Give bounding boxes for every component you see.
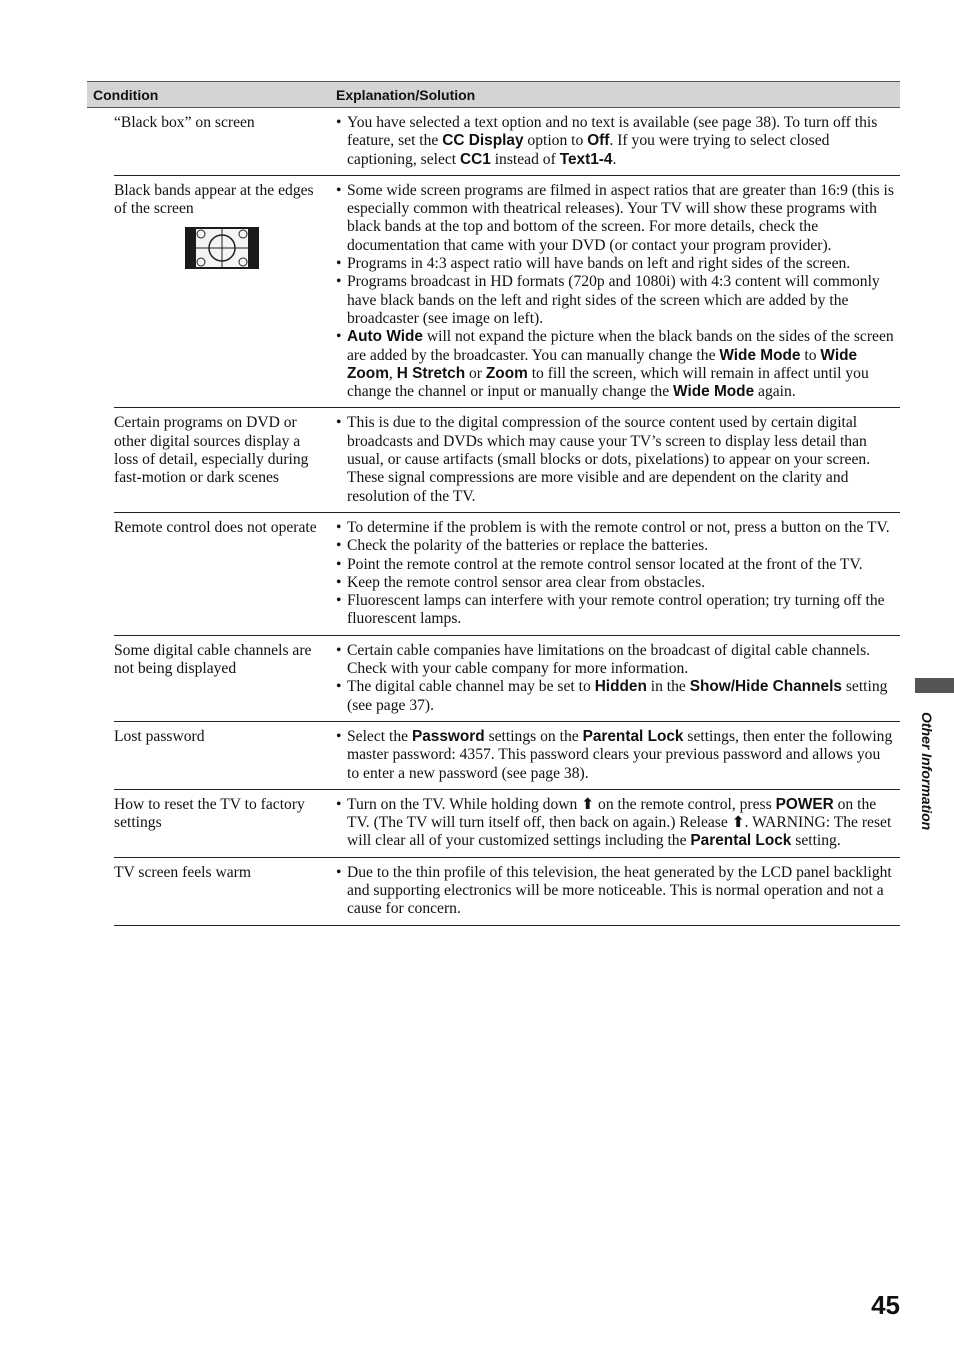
bullet-text bbox=[347, 592, 896, 629]
bullet-item bbox=[336, 519, 896, 537]
text-run: in the bbox=[646, 678, 690, 696]
setting-name: ⬆ bbox=[581, 795, 595, 813]
bullet-dot: • bbox=[336, 328, 342, 346]
table-row bbox=[114, 176, 900, 409]
text-run: To determine if the problem is with the remote control or not, press a button on the TV. bbox=[347, 518, 890, 536]
explanation-cell bbox=[336, 519, 900, 629]
bullet-dot: • bbox=[336, 555, 342, 573]
bullet-dot: • bbox=[336, 181, 342, 199]
setting-name: Wide Mode bbox=[719, 346, 801, 364]
text-run: to fill the screen, which will remain in affect until you change the channel or input or manually change the bbox=[347, 364, 869, 401]
bullet-item bbox=[336, 864, 896, 919]
header-explanation: Explanation/Solution bbox=[336, 86, 476, 103]
text-run: The digital cable channel may be set to bbox=[347, 678, 595, 696]
condition-cell bbox=[114, 519, 336, 629]
bullet-item bbox=[336, 182, 896, 255]
bullet-text bbox=[347, 864, 896, 919]
bullet-text bbox=[347, 678, 896, 715]
condition-text: Black bands appear at the edges of the screen bbox=[114, 181, 314, 218]
table-row bbox=[114, 636, 900, 722]
explanation-cell bbox=[336, 864, 900, 919]
text-run: . If you were trying to select closed captioning, select bbox=[347, 132, 830, 168]
setting-name: Text1-4 bbox=[559, 150, 613, 168]
bullet-dot: • bbox=[336, 414, 342, 432]
bullet-item bbox=[336, 592, 896, 629]
setting-name: H Stretch bbox=[396, 364, 466, 382]
setting-name: Parental Lock bbox=[690, 832, 792, 850]
setting-name: Zoom bbox=[485, 364, 528, 382]
setting-name: CC Display bbox=[442, 132, 524, 150]
table-row bbox=[114, 790, 900, 858]
bullet-item bbox=[336, 728, 896, 783]
setting-name: Show/Hide Channels bbox=[689, 678, 842, 696]
bullet-dot: • bbox=[336, 795, 342, 813]
bullet-text bbox=[347, 796, 896, 851]
condition-cell bbox=[114, 864, 336, 919]
text-run: Programs in 4:3 aspect ratio will have bands on left and right sides of the screen. bbox=[347, 255, 851, 273]
condition-text: Certain programs on DVD or other digital sources display a loss of detail, especially during fast-motion or dark scenes bbox=[114, 414, 309, 487]
bullet-text bbox=[347, 114, 896, 169]
bullet-item bbox=[336, 796, 896, 851]
table-row bbox=[114, 722, 900, 790]
bullet-text bbox=[347, 556, 896, 574]
text-run: . WARNING: The reset will clear all of your customized settings including the bbox=[347, 814, 892, 850]
bullet-item bbox=[336, 273, 896, 328]
text-run: Due to the thin profile of this television, the heat generated by the LCD panel backlight and supporting electronics will be more noticeable. This is normal operation and not a cause for concern. bbox=[347, 863, 892, 918]
condition-cell bbox=[114, 114, 336, 169]
bullet-item bbox=[336, 328, 896, 401]
text-run: Programs broadcast in HD formats (720p and 1080i) with 4:3 content will commonly have black bands on the left and right sides of the screen which are added by the broadcaster (see image on left). bbox=[347, 273, 880, 327]
page-number: 45 bbox=[871, 1290, 900, 1320]
bullet-item bbox=[336, 114, 896, 169]
bullet-item bbox=[336, 537, 896, 555]
bullet-text bbox=[347, 728, 896, 783]
condition-text: TV screen feels warm bbox=[114, 863, 251, 881]
setting-name: POWER bbox=[775, 795, 834, 813]
setting-name: ⬆ bbox=[731, 814, 745, 832]
text-run: on the TV. (The TV will turn itself off, then back on again.) Release bbox=[347, 795, 877, 832]
text-run: Keep the remote control sensor area clear from obstacles. bbox=[347, 573, 706, 591]
condition-text: Lost password bbox=[114, 727, 205, 745]
bullet-text bbox=[347, 273, 896, 328]
explanation-cell bbox=[336, 114, 900, 169]
condition-cell bbox=[114, 414, 336, 505]
text-run: settings on the bbox=[484, 727, 583, 745]
bullet-item bbox=[336, 642, 896, 679]
text-run: You have selected a text option and no text is available (see page 38). To turn off this feature, set the bbox=[347, 114, 878, 150]
explanation-cell bbox=[336, 182, 900, 402]
condition-cell bbox=[114, 728, 336, 783]
text-run: Turn on the TV. While holding down bbox=[347, 795, 582, 813]
bullet-text bbox=[347, 574, 896, 592]
setting-name: Auto Wide bbox=[347, 328, 423, 346]
condition-cell bbox=[114, 642, 336, 715]
bullet-item bbox=[336, 574, 896, 592]
bullet-item bbox=[336, 414, 896, 505]
bullet-text bbox=[347, 182, 896, 255]
bullet-text bbox=[347, 328, 896, 401]
explanation-cell bbox=[336, 414, 900, 505]
text-run: Select the bbox=[347, 727, 412, 745]
troubleshooting-table bbox=[87, 81, 900, 926]
pillarbox-screen-icon bbox=[185, 227, 259, 269]
setting-name: Password bbox=[411, 727, 485, 745]
bullet-dot: • bbox=[336, 641, 342, 659]
bullet-dot: • bbox=[336, 592, 342, 610]
text-run: option to bbox=[523, 132, 588, 150]
text-run: Fluorescent lamps can interfere with your remote control operation; try turning off the fluorescent lamps. bbox=[347, 592, 885, 628]
bullet-dot: • bbox=[336, 255, 342, 273]
bullet-dot: • bbox=[336, 678, 342, 696]
explanation-cell bbox=[336, 728, 900, 783]
text-run: or bbox=[465, 364, 486, 382]
text-run: setting. bbox=[791, 832, 841, 850]
text-run: Check the polarity of the batteries or replace the batteries. bbox=[347, 537, 709, 555]
setting-name: CC1 bbox=[460, 150, 491, 168]
bullet-dot: • bbox=[336, 273, 342, 291]
bullet-dot: • bbox=[336, 573, 342, 591]
condition-text: Remote control does not operate bbox=[114, 518, 317, 536]
condition-text: “Black box” on screen bbox=[114, 114, 255, 131]
explanation-cell bbox=[336, 642, 900, 715]
text-run: Certain cable companies have limitations on the broadcast of digital cable channels. Check with your cable company for more information. bbox=[347, 641, 871, 678]
text-run: instead of bbox=[490, 150, 560, 168]
section-label: Other Information bbox=[919, 712, 935, 831]
section-tab-marker bbox=[915, 678, 954, 693]
bullet-item bbox=[336, 556, 896, 574]
bullet-text bbox=[347, 642, 896, 679]
bullet-dot: • bbox=[336, 518, 342, 536]
text-run: This is due to the digital compression of the source content used by certain digital broadcasts and DVDs which may cause your TV’s screen to display less detail than usual, or cause artifacts (small blocks or dots, pixelations) to appear on your screen. These signal compressions are more visible and are dependent on the clarity and resolution of the TV. bbox=[347, 414, 871, 505]
table-body bbox=[87, 108, 900, 926]
condition-text: How to reset the TV to factory settings bbox=[114, 795, 305, 832]
text-run: will not expand the picture when the black bands on the sides of the screen are added by the broadcaster. You can manually change the bbox=[347, 328, 894, 364]
bullet-item bbox=[336, 678, 896, 715]
explanation-cell bbox=[336, 796, 900, 851]
condition-text: Some digital cable channels are not being displayed bbox=[114, 641, 312, 678]
bullet-text bbox=[347, 255, 896, 273]
text-run: Point the remote control at the remote control sensor located at the front of the TV. bbox=[347, 555, 863, 573]
setting-name: Off bbox=[587, 132, 610, 150]
bullet-text bbox=[347, 414, 896, 505]
table-header bbox=[87, 81, 900, 108]
setting-name: Parental Lock bbox=[582, 727, 684, 745]
table-row bbox=[114, 858, 900, 926]
text-run: to bbox=[800, 346, 821, 364]
header-condition: Condition bbox=[93, 86, 159, 103]
text-run: , bbox=[388, 364, 397, 382]
bullet-dot: • bbox=[336, 727, 342, 745]
text-run: setting (see page 37). bbox=[347, 678, 888, 714]
text-run: settings, then enter the following master password: 4357. This password clears your previous password and allows you to enter a new password (see page 38). bbox=[347, 727, 893, 782]
text-run: on the remote control, press bbox=[594, 795, 776, 813]
setting-name: Wide Mode bbox=[673, 383, 755, 401]
bullet-dot: • bbox=[336, 537, 342, 555]
setting-name: Hidden bbox=[594, 678, 647, 696]
bullet-text bbox=[347, 537, 896, 555]
text-run: again. bbox=[754, 383, 796, 401]
text-run: . bbox=[612, 150, 617, 168]
table-row bbox=[114, 408, 900, 512]
bullet-text bbox=[347, 519, 896, 537]
condition-cell bbox=[114, 182, 336, 402]
bullet-dot: • bbox=[336, 863, 342, 881]
bullet-dot: • bbox=[336, 114, 342, 131]
setting-name: Wide Zoom bbox=[347, 346, 858, 382]
bullet-item bbox=[336, 255, 896, 273]
text-run: Some wide screen programs are filmed in aspect ratios that are greater than 16:9 (this is especially common with theatrical releases). Your TV will show these programs with black bands at the top and bottom of the screen. For more details, check the documentation that came with your DVD (or contact your program provider). bbox=[347, 181, 894, 254]
table-row bbox=[114, 108, 900, 176]
condition-cell bbox=[114, 796, 336, 851]
table-row bbox=[114, 513, 900, 636]
